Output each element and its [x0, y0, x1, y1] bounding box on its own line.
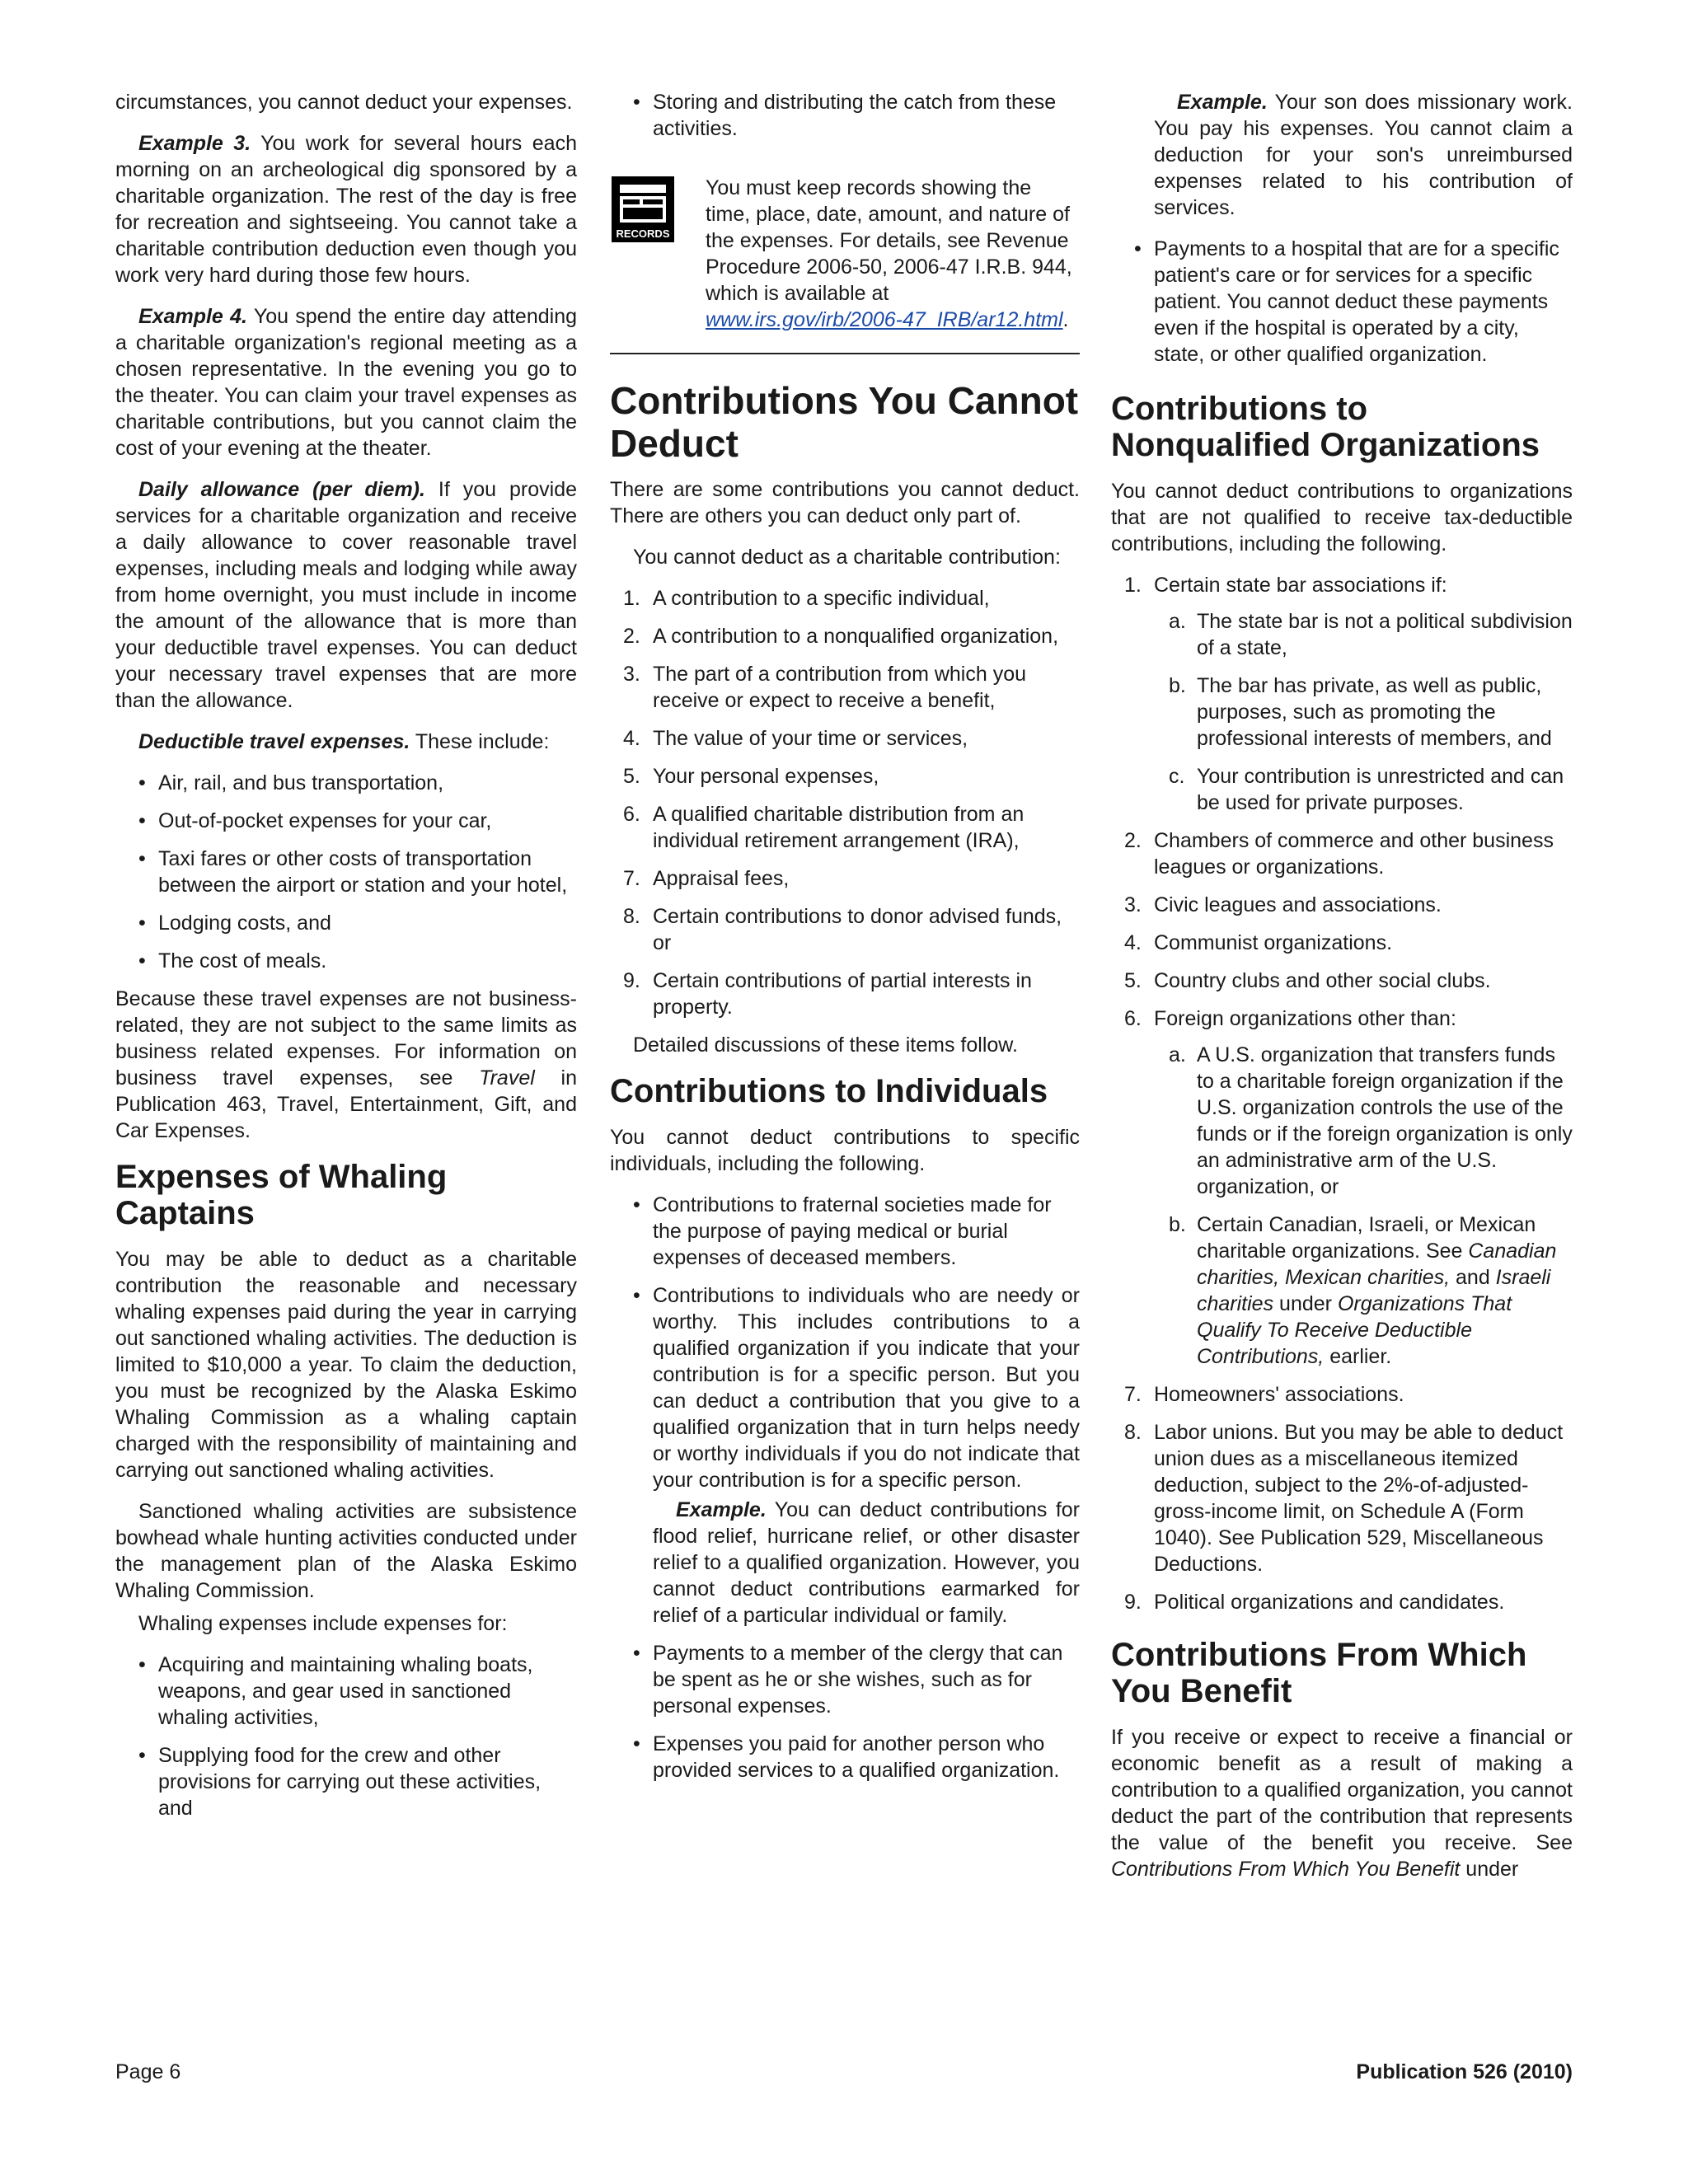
- foreign-sublist: [1154, 1042, 1573, 1370]
- individuals-paragraph: You cannot deduct contributions to specific individuals, including the following.: [610, 1126, 1080, 1175]
- sub-letter: c.: [1169, 765, 1185, 788]
- daily-allowance-label: Daily allowance (per diem).: [138, 478, 425, 501]
- example-4-text: You spend the entire day attending a charitable organization's regional meeting as a chosen representative. In the evening you go to the theater. You can claim your travel expenses as charitable contributions, but you cannot claim the cost of your evening at the theater.: [115, 305, 577, 460]
- example-label: Example.: [1177, 91, 1268, 114]
- item-number: 1.: [623, 587, 640, 610]
- whaling-paragraph-1: You may be able to deduct as a charitable contribution the reasonable and necessary whaling expenses paid during the year in carrying out sanctioned whaling activities. The deduction is limited to $10,000 a year. To claim the deduction, you must be recognized by the Alaska Eskimo Whaling Commission as a whaling captain charged with the responsibility of maintaining and carrying out sanctioned whaling activities.: [115, 1248, 577, 1482]
- item-number: 7.: [1124, 1383, 1142, 1406]
- missionary-example: [1111, 89, 1573, 221]
- item-number: 5.: [623, 765, 640, 788]
- item-text: Political organizations and candidates.: [1154, 1591, 1505, 1614]
- example-3-label: Example 3.: [138, 132, 251, 155]
- item-text: Civic leagues and associations.: [1154, 893, 1442, 916]
- travel-reference: Travel: [479, 1066, 535, 1090]
- whaling-paragraph-3: Whaling expenses include expenses for:: [138, 1612, 508, 1635]
- records-icon-label: RECORDS: [616, 227, 670, 240]
- item-number: 4.: [623, 727, 640, 750]
- list-item-text: • Contributions to individuals who are needy or worthy. This includes contributions to a qualified organization if you indicate that your contribution is for a specific person. But you can deduct a contribution that you give to a qualified organization that in turn helps needy or worthy individuals if you do not indicate that your contribution is for a specific person.: [653, 1284, 1080, 1492]
- cannot-deduct-paragraph-1: There are some contributions you cannot deduct. There are others you can deduct only part of.: [610, 478, 1080, 527]
- nonqualified-heading: Contributions to Nonqualified Organizations: [1111, 391, 1540, 463]
- list-item: • Acquiring and maintaining whaling boats, weapons, and gear used in sanctioned whaling activities,: [115, 1652, 577, 1731]
- example-3-text: You work for several hours each morning on an archeological dig sponsored by a charitable organization. The rest of the day is free for recreation and sightseeing. You cannot take a charitable contribution deduction even though you work very hard during those few hours.: [115, 132, 577, 287]
- nonqualified-paragraph: You cannot deduct contributions to organizations that are not qualified to receive tax-deductible contributions, including the following.: [1111, 480, 1573, 555]
- item-number: 9.: [1124, 1591, 1142, 1614]
- list-item: [610, 585, 1080, 612]
- records-text-body: You must keep records showing the time, place, date, amount, and nature of the expenses. For details, see Revenue Procedure 2006-50, 2006-47 I.R.B. 944, which is available at: [706, 176, 1072, 305]
- benefit-heading: Contributions From Which You Benefit: [1111, 1637, 1527, 1709]
- sub-text: The state bar is not a political subdivision of a state,: [1197, 610, 1573, 659]
- because-text: Because these travel expenses are not business-related, they are not subject to the same limits as business related expenses. For information on business travel expenses, see: [115, 987, 577, 1090]
- sub-text: The bar has private, as well as public, purposes, such as promoting the professional interests of members, and: [1197, 674, 1552, 750]
- item-number: 3.: [1124, 893, 1142, 916]
- item-number: 6.: [623, 803, 640, 826]
- example-4-paragraph: [115, 303, 577, 462]
- list-item: [610, 1282, 1080, 1629]
- list-item: • Lodging costs, and: [115, 910, 577, 936]
- list-item: [1111, 1381, 1573, 1408]
- item-number: 3.: [623, 663, 640, 686]
- benefit-text-end: under: [1460, 1858, 1519, 1881]
- item-text: Homeowners' associations.: [1154, 1383, 1404, 1406]
- sublist-item: [1154, 1212, 1573, 1370]
- list-item: [1111, 1005, 1573, 1370]
- list-item: • Air, rail, and bus transportation,: [115, 770, 577, 796]
- list-item: [610, 661, 1080, 714]
- item-text: Your personal expenses,: [653, 765, 879, 788]
- list-item: [610, 763, 1080, 790]
- deductible-travel-label: Deductible travel expenses.: [138, 730, 410, 753]
- item-number: 7.: [623, 867, 640, 890]
- item-text: Labor unions. But you may be able to deduct union dues as a miscellaneous itemized deduction, subject to the 2%-of-adjusted-gross-income limit, on Schedule A (Form 1040). See Publication 529, Miscellaneous Deductions.: [1154, 1421, 1564, 1576]
- sub-letter: a.: [1169, 1043, 1186, 1066]
- individuals-list: [610, 1192, 1080, 1783]
- item-number: 2.: [623, 625, 640, 648]
- list-item: [1111, 1419, 1573, 1577]
- example-label: Example.: [676, 1498, 767, 1521]
- sub-text: A U.S. organization that transfers funds to a charitable foreign organization if the U.S. organization controls the use of the funds or if the foreign organization is only an administrative arm of the U.S. organization, or: [1197, 1043, 1573, 1198]
- records-text: [706, 175, 1080, 333]
- nonqualified-list: [1111, 572, 1573, 1615]
- whaling-expense-list: [115, 1652, 577, 1821]
- individuals-heading: Contributions to Individuals: [610, 1073, 1048, 1109]
- section-divider: [610, 353, 1080, 354]
- hospital-list: [1111, 236, 1573, 368]
- list-item: [610, 623, 1080, 649]
- sub-text: under: [1273, 1292, 1338, 1315]
- sub-text: and: [1450, 1266, 1496, 1289]
- item-text: A contribution to a specific individual,: [653, 587, 990, 610]
- item-number: 8.: [623, 905, 640, 928]
- list-item: [1111, 892, 1573, 918]
- list-item: [1111, 930, 1573, 956]
- sublist-item: [1154, 673, 1573, 752]
- item-text: The part of a contribution from which you receive or expect to receive a benefit,: [653, 663, 1027, 712]
- daily-allowance-paragraph: [115, 476, 577, 714]
- benefit-reference: Contributions From Which You Benefit: [1111, 1858, 1461, 1881]
- list-item: • The cost of meals.: [115, 948, 577, 974]
- publication-label: Publication 526 (2010): [1356, 2060, 1573, 2083]
- list-item: [1111, 1589, 1573, 1615]
- because-paragraph: [115, 986, 577, 1144]
- sub-text: Certain Canadian, Israeli, or Mexican charitable organizations. See: [1197, 1213, 1536, 1263]
- list-item: [610, 801, 1080, 854]
- sub-text-italic: Israeli charities: [1197, 1266, 1551, 1315]
- individuals-example: [653, 1497, 1080, 1629]
- item-number: 9.: [623, 969, 640, 992]
- item-text: Certain state bar associations if:: [1154, 574, 1447, 597]
- list-item: [1111, 968, 1573, 994]
- item-number: 1.: [1124, 574, 1142, 597]
- detailed-discussions-paragraph: Detailed discussions of these items follow.: [633, 1033, 1018, 1057]
- because-text-end: in Publication 463, Travel, Entertainment, Gift, and Car Expenses.: [115, 1066, 578, 1142]
- list-item: • Supplying food for the crew and other provisions for carrying out these activities, and: [115, 1742, 577, 1821]
- whaling-expense-list-continued: [610, 89, 1080, 142]
- item-text: Foreign organizations other than:: [1154, 1007, 1456, 1030]
- irb-link[interactable]: www.irs.gov/irb/2006-47_IRB/ar12.html: [706, 308, 1063, 331]
- list-item: [1111, 572, 1573, 816]
- intro-paragraph: circumstances, you cannot deduct your expenses.: [115, 91, 573, 114]
- list-item: • Taxi fares or other costs of transportation between the airport or station and your hotel,: [115, 846, 577, 898]
- sub-letter: a.: [1169, 610, 1186, 633]
- daily-allowance-text: If you provide services for a charitable organization and receive a daily allowance to cover reasonable travel expenses, including meals and lodging while away from home overnight, you must include in income the amount of the allowance that is more than your deductible travel expenses. You can deduct your necessary travel expenses that are more than the allowance.: [115, 478, 577, 712]
- example-text: You can deduct contributions for flood relief, hurricane relief, or other disaster relief to a qualified organization. However, you cannot deduct contributions earmarked for relief of a particular individual or family.: [653, 1498, 1081, 1627]
- item-number: 5.: [1124, 969, 1142, 992]
- item-text: Communist organizations.: [1154, 931, 1393, 954]
- list-item: [610, 903, 1080, 956]
- cannot-deduct-list: [610, 585, 1080, 1020]
- whaling-heading: Expenses of Whaling Captains: [115, 1159, 448, 1231]
- sub-letter: b.: [1169, 674, 1186, 697]
- list-item: • Out-of-pocket expenses for your car,: [115, 808, 577, 834]
- item-text: A contribution to a nonqualified organization,: [653, 625, 1059, 648]
- example-4-label: Example 4.: [138, 305, 247, 328]
- column-middle: [610, 89, 1080, 1795]
- item-text: Country clubs and other social clubs.: [1154, 969, 1491, 992]
- item-number: 6.: [1124, 1007, 1142, 1030]
- list-item: [1111, 827, 1573, 880]
- column-left: [115, 89, 577, 1833]
- list-item: [610, 968, 1080, 1020]
- list-item: • Payments to a hospital that are for a specific patient's care or for services for a specific patient. You cannot deduct these payments even if the hospital is operated by a city, state, or other qualified organization.: [1111, 236, 1573, 368]
- item-text: A qualified charitable distribution from an individual retirement arrangement (IRA),: [653, 803, 1025, 852]
- deductible-travel-text: These include:: [415, 730, 550, 753]
- page-number: Page 6: [115, 2060, 181, 2083]
- item-text: The value of your time or services,: [653, 727, 968, 750]
- benefit-text: If you receive or expect to receive a financial or economic benefit as a result of making a contribution to a qualified organization, you cannot deduct the part of the contribution that represents the value of the benefit you receive. See: [1111, 1726, 1573, 1854]
- list-item: [610, 725, 1080, 752]
- sublist-item: [1154, 608, 1573, 661]
- sub-text: Your contribution is unrestricted and can be used for private purposes.: [1197, 765, 1564, 814]
- sub-text: earlier.: [1324, 1345, 1392, 1368]
- sublist-item: [1154, 1042, 1573, 1200]
- sub-text-italic: Organizations That Qualify To Receive Deductible Contributions,: [1197, 1292, 1512, 1368]
- item-text: Appraisal fees,: [653, 867, 790, 890]
- records-icon: [610, 175, 676, 244]
- cannot-deduct-heading: Contributions You Cannot Deduct: [610, 379, 1079, 465]
- item-number: 2.: [1124, 829, 1142, 852]
- records-text-end: .: [1062, 308, 1069, 331]
- list-item: [610, 865, 1080, 892]
- column-right: [1111, 89, 1573, 1897]
- list-item: • Payments to a member of the clergy that can be spent as he or she wishes, such as for personal expenses.: [610, 1640, 1080, 1719]
- item-number: 4.: [1124, 931, 1142, 954]
- sub-text-italic: Canadian charities, Mexican charities,: [1197, 1240, 1557, 1289]
- records-note: [610, 175, 1080, 333]
- benefit-paragraph: [1111, 1724, 1573, 1882]
- sub-letter: b.: [1169, 1213, 1186, 1236]
- list-item: • Contributions to fraternal societies made for the purpose of paying medical or burial expenses of deceased members.: [610, 1192, 1080, 1271]
- whaling-paragraph-2: Sanctioned whaling activities are subsistence bowhead whale hunting activities conducted under the management plan of the Alaska Eskimo Whaling Commission.: [115, 1500, 577, 1602]
- state-bar-sublist: [1154, 608, 1573, 816]
- item-text: Chambers of commerce and other business leagues or organizations.: [1154, 829, 1554, 879]
- list-item: • Expenses you paid for another person who provided services to a qualified organization.: [610, 1731, 1080, 1783]
- cannot-deduct-paragraph-2: You cannot deduct as a charitable contribution:: [633, 546, 1061, 569]
- travel-expense-list: [115, 770, 577, 974]
- example-text: Your son does missionary work. You pay his expenses. You cannot claim a deduction for your son's unreimbursed expenses related to his contribution of services.: [1154, 91, 1573, 219]
- example-3-paragraph: [115, 130, 577, 288]
- sublist-item: [1154, 763, 1573, 816]
- item-text: Certain contributions of partial interests in property.: [653, 969, 1032, 1019]
- deductible-travel-paragraph: [115, 729, 577, 755]
- item-number: 8.: [1124, 1421, 1142, 1444]
- list-item: • Storing and distributing the catch from these activities.: [610, 89, 1080, 142]
- item-text: Certain contributions to donor advised funds, or: [653, 905, 1062, 954]
